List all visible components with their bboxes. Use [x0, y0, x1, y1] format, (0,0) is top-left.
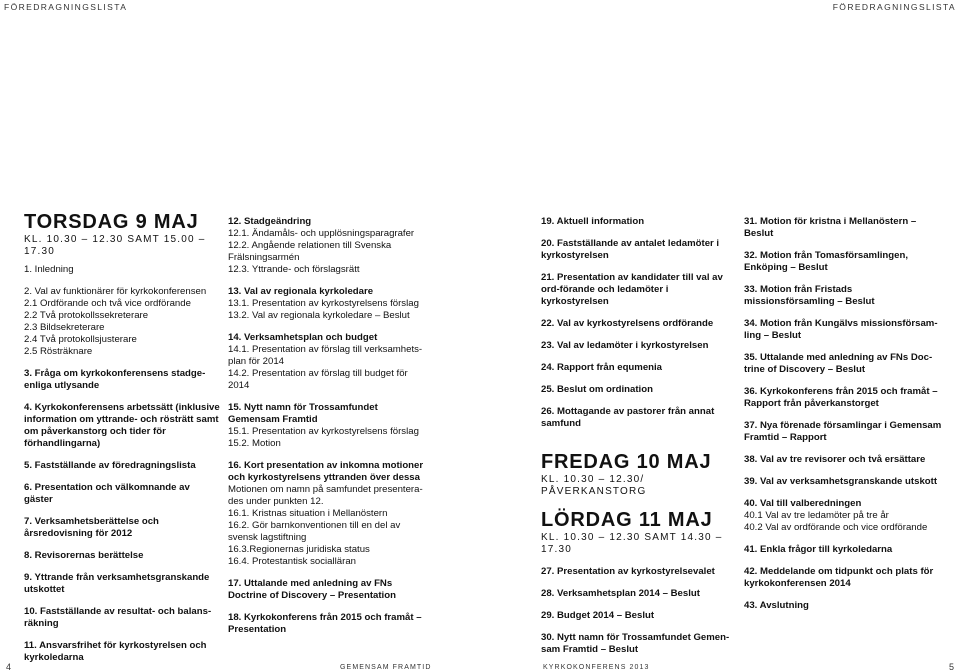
agenda-item: 2.2 Två protokollssekreterare: [24, 310, 149, 321]
running-header-right: FÖREDRAGNINGSLISTA: [832, 2, 956, 12]
agenda-column-1: [24, 212, 220, 664]
agenda-item: 29. Budget 2014 – Beslut: [541, 610, 655, 621]
agenda-item: 40.2 Val av ordförande och vice ordförande: [744, 522, 928, 533]
time-saturday: KL. 10.30 – 12.30 SAMT 14.30 – 17.30: [541, 532, 723, 555]
agenda-item: 9. Yttrande från verksamhetsgranskande utskottet: [24, 572, 210, 595]
agenda-item: 27. Presentation av kyrkostyrelsevalet: [541, 566, 715, 577]
agenda-item: 16.4. Protestantisk socialläran: [228, 556, 356, 567]
agenda-item: 23. Val av ledamöter i kyrkostyrelsen: [541, 340, 709, 351]
agenda-item: 30. Nytt namn för Trossamfundet Gemen-sam Framtid – Beslut: [541, 632, 730, 655]
agenda-item: 2. Val av funktionärer för kyrkokonferensen: [24, 286, 207, 297]
agenda-list-2: [228, 216, 424, 636]
agenda-item: 13.2. Val av regionala kyrkoledare – Beslut: [228, 310, 410, 321]
agenda-item: 10. Fastställande av resultat- och balans-räkning: [24, 606, 212, 629]
agenda-item: 6. Presentation och välkomnande av gäster: [24, 482, 190, 505]
agenda-item: 11. Ansvarsfrihet för kyrkostyrelsen och kyrkoledarna: [24, 640, 207, 663]
day-heading-saturday: LÖRDAG 11 MAJ: [541, 509, 713, 531]
agenda-item: 15.1. Presentation av kyrkostyrelsens förslag: [228, 426, 419, 437]
agenda-item: 1. Inledning: [24, 264, 74, 275]
footer-publication: GEMENSAM FRAMTID: [340, 664, 432, 671]
agenda-item: 41. Enkla frågor till kyrkoledarna: [744, 544, 893, 555]
agenda-item: 40. Val till valberedningen: [744, 498, 862, 509]
time-friday: KL. 10.30 – 12.30/ PÅVERKANSTORG: [541, 474, 647, 497]
agenda-item: 37. Nya förenade församlingar i Gemensam Framtid – Rapport: [744, 420, 942, 443]
agenda-item: 2.4 Två protokollsjusterare: [24, 334, 137, 345]
agenda-item: 34. Motion från Kungälvs missionsförsam-ling – Beslut: [744, 318, 938, 341]
agenda-item: 14.1. Presentation av förslag till verksamhets-plan för 2014: [228, 344, 423, 367]
agenda-item: 14. Verksamhetsplan och budget: [228, 332, 378, 343]
agenda-item: 13.1. Presentation av kyrkostyrelsens förslag: [228, 298, 419, 309]
agenda-column-3: [541, 216, 731, 656]
agenda-item: 16.2. Gör barnkonventionen till en del av svensk lagstiftning: [228, 520, 401, 543]
agenda-item: 16.1. Kristnas situation i Mellanöstern: [228, 508, 388, 519]
agenda-item: 33. Motion från Fristads missionsförsamling – Beslut: [744, 284, 875, 307]
agenda-item: 35. Uttalande med anledning av FNs Doc-trine of Discovery – Beslut: [744, 352, 933, 375]
agenda-item: 2.1 Ordförande och två vice ordförande: [24, 298, 191, 309]
agenda-list-3b: [541, 566, 731, 656]
agenda-item: 21. Presentation av kandidater till val av ord-förande och ledamöter i kyrkostyrelsen: [541, 272, 723, 307]
agenda-item: 28. Verksamhetsplan 2014 – Beslut: [541, 588, 700, 599]
agenda-item: 3. Fråga om kyrkokonferensens stadge-enliga utlysande: [24, 368, 206, 391]
agenda-item: 38. Val av tre revisorer och två ersättare: [744, 454, 926, 465]
agenda-item: 14.2. Presentation av förslag till budget för 2014: [228, 368, 408, 391]
agenda-item: Motionen om namn på samfundet presentera-des under punkten 12.: [228, 484, 423, 507]
agenda-column-4: [744, 216, 944, 612]
agenda-item: 7. Verksamhetsberättelse och årsredovisning för 2012: [24, 516, 159, 539]
page-number-left: 4: [6, 662, 12, 672]
agenda-item: 25. Beslut om ordination: [541, 384, 653, 395]
agenda-item: 17. Uttalande med anledning av FNs Doctrine of Discovery – Presentation: [228, 578, 396, 601]
agenda-item: 22. Val av kyrkostyrelsens ordförande: [541, 318, 714, 329]
agenda-item: 40.1 Val av tre ledamöter på tre år: [744, 510, 889, 521]
day-heading-friday: FREDAG 10 MAJ: [541, 451, 712, 473]
day-heading-thursday: TORSDAG 9 MAJ: [24, 211, 199, 233]
agenda-column-2: [228, 216, 424, 636]
agenda-item: 42. Meddelande om tidpunkt och plats för kyrkokonferensen 2014: [744, 566, 934, 589]
agenda-item: 5. Fastställande av föredragningslista: [24, 460, 196, 471]
agenda-item: 36. Kyrkokonferens från 2015 och framåt – Rapport från påverkanstorget: [744, 386, 938, 409]
agenda-item: 12.1. Ändamåls- och upplösningsparagrafer: [228, 228, 415, 239]
footer-event: KYRKOKONFERENS 2013: [543, 664, 650, 671]
agenda-item: 24. Rapport från equmenia: [541, 362, 663, 373]
agenda-item: 26. Mottagande av pastorer från annat samfund: [541, 406, 715, 429]
agenda-list-3a: [541, 216, 731, 430]
agenda-item: 20. Fastställande av antalet ledamöter i kyrkostyrelsen: [541, 238, 720, 261]
agenda-item: 16.3.Regionernas juridiska status: [228, 544, 370, 555]
agenda-item: 31. Motion för kristna i Mellanöstern – Beslut: [744, 216, 917, 239]
agenda-item: 4. Kyrkokonferensens arbetssätt (inklusive information om yttrande- och rösträtt samt om påverkanstorg och tider för förhandlingarna): [24, 402, 220, 449]
agenda-item: 8. Revisorernas berättelse: [24, 550, 144, 561]
agenda-item: 39. Val av verksamhetsgranskande utskott: [744, 476, 938, 487]
agenda-item: 43. Avslutning: [744, 600, 809, 611]
agenda-item: 19. Aktuell information: [541, 216, 645, 227]
time-thursday: KL. 10.30 – 12.30 SAMT 15.00 – 17.30: [24, 234, 206, 257]
agenda-item: 12.3. Yttrande- och förslagsrätt: [228, 264, 360, 275]
agenda-item: 32. Motion från Tomasförsamlingen, Enköping – Beslut: [744, 250, 909, 273]
agenda-item: 15.2. Motion: [228, 438, 281, 449]
agenda-list-4: [744, 216, 944, 612]
page-number-right: 5: [948, 662, 954, 672]
agenda-item: 15. Nytt namn för Trossamfundet Gemensam Framtid: [228, 402, 378, 425]
agenda-item: 2.5 Rösträknare: [24, 346, 93, 357]
agenda-list-1: [24, 264, 220, 664]
agenda-item: 12. Stadgeändring: [228, 216, 312, 227]
agenda-item: 12.2. Angående relationen till Svenska Frälsningsarmén: [228, 240, 392, 263]
agenda-item: 18. Kyrkokonferens från 2015 och framåt – Presentation: [228, 612, 422, 635]
agenda-item: 13. Val av regionala kyrkoledare: [228, 286, 374, 297]
agenda-item: 2.3 Bildsekreterare: [24, 322, 105, 333]
running-header-left: FÖREDRAGNINGSLISTA: [4, 2, 128, 12]
agenda-item: 16. Kort presentation av inkomna motioner och kyrkostyrelsens yttranden över dessa: [228, 460, 424, 483]
